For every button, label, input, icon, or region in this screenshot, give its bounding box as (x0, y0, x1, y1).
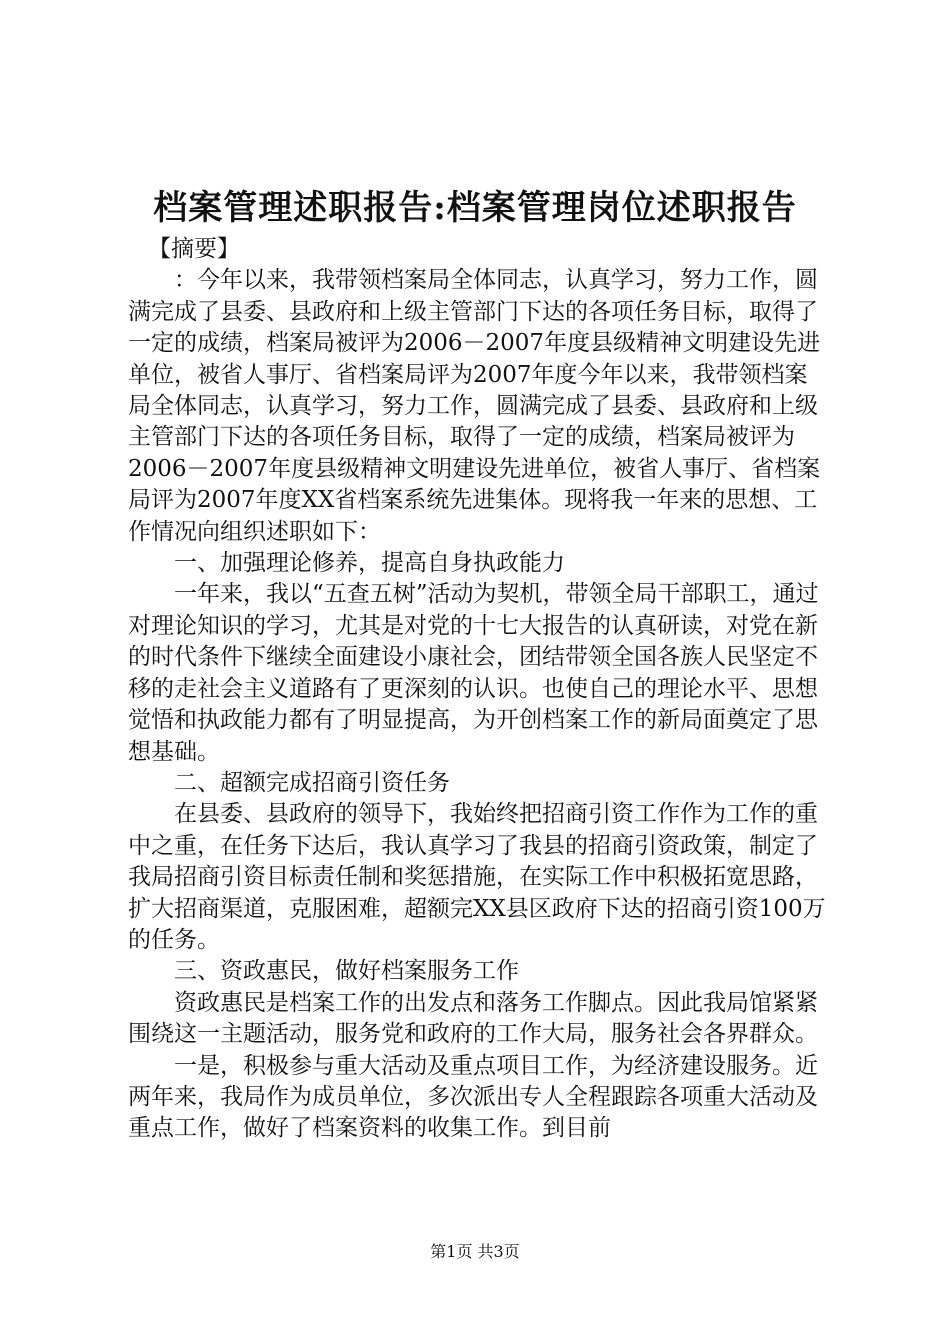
section-heading-3: 三、资政惠民，做好档案服务工作 (174, 958, 519, 985)
abstract-heading: 【摘要】 (148, 236, 240, 262)
document-title: 档案管理述职报告:档案管理岗位述职报告 (153, 188, 797, 228)
body-paragraph: 一年来，我以“五查五树”活动为契机，带领全局干部职工，通过对理论知识的学习，尤其是对党的十七大报告的认真研读，对党在新的时代条件下继续全面建设小康社会，团结带领全国各族人民坚定不移的走社会主义道路有了更深刻的认识。也使自己的理论水平、思想觉悟和执政能力都有了明显提高，为开创档案工作的新局面奠定了思想基础。 (128, 581, 819, 765)
body-paragraph: 一是，积极参与重大活动及重点项目工作，为经济建设服务。近两年来，我局作为成员单位，多次派出专人全程跟踪各项重大活动及重点工作，做好了档案资料的收集工作。到目前 (128, 1052, 818, 1142)
body-paragraph: 在县委、县政府的领导下，我始终把招商引资工作作为工作的重中之重，在任务下达后，我认真学习了我县的招商引资政策，制定了我局招商引资目标责任制和奖惩措施，在实际工作中积极拓宽思路，扩大招商渠道，克服困难，超额完XX县区政府下达的招商引资100万的任务。 (128, 801, 826, 953)
document-body (128, 234, 828, 1145)
body-paragraph: 资政惠民是档案工作的出发点和落务工作脚点。因此我局馆紧紧围绕这一主题活动，服务党和政府的工作大局，服务社会各界群众。 (128, 989, 818, 1048)
page-footer: 第1页 共3页 (430, 1242, 520, 1261)
abstract-paragraph: ：今年以来，我带领档案局全体同志，认真学习，努力工作，圆满完成了县委、县政府和上级主管部门下达的各项任务目标，取得了一定的成绩，档案局被评为2006－2007年度县级精神文明建设先进单位，被省人事厅、省档案局评为2007年度今年以来，我带领档案局全体同志，认真学习，努力工作，圆满完成了县委、县政府和上级主管部门下达的各项任务目标，取得了一定的成绩，档案局被评为2006－2007年度县级精神文明建设先进单位，被省人事厅、省档案局评为2007年度XX省档案系统先进集体。现将我一年来的思想、工作情况向组织述职如下： (128, 267, 821, 545)
section-heading-1: 一、加强理论修养，提高自身执政能力 (174, 550, 565, 577)
section-heading-2: 二、超额完成招商引资任务 (174, 769, 450, 796)
